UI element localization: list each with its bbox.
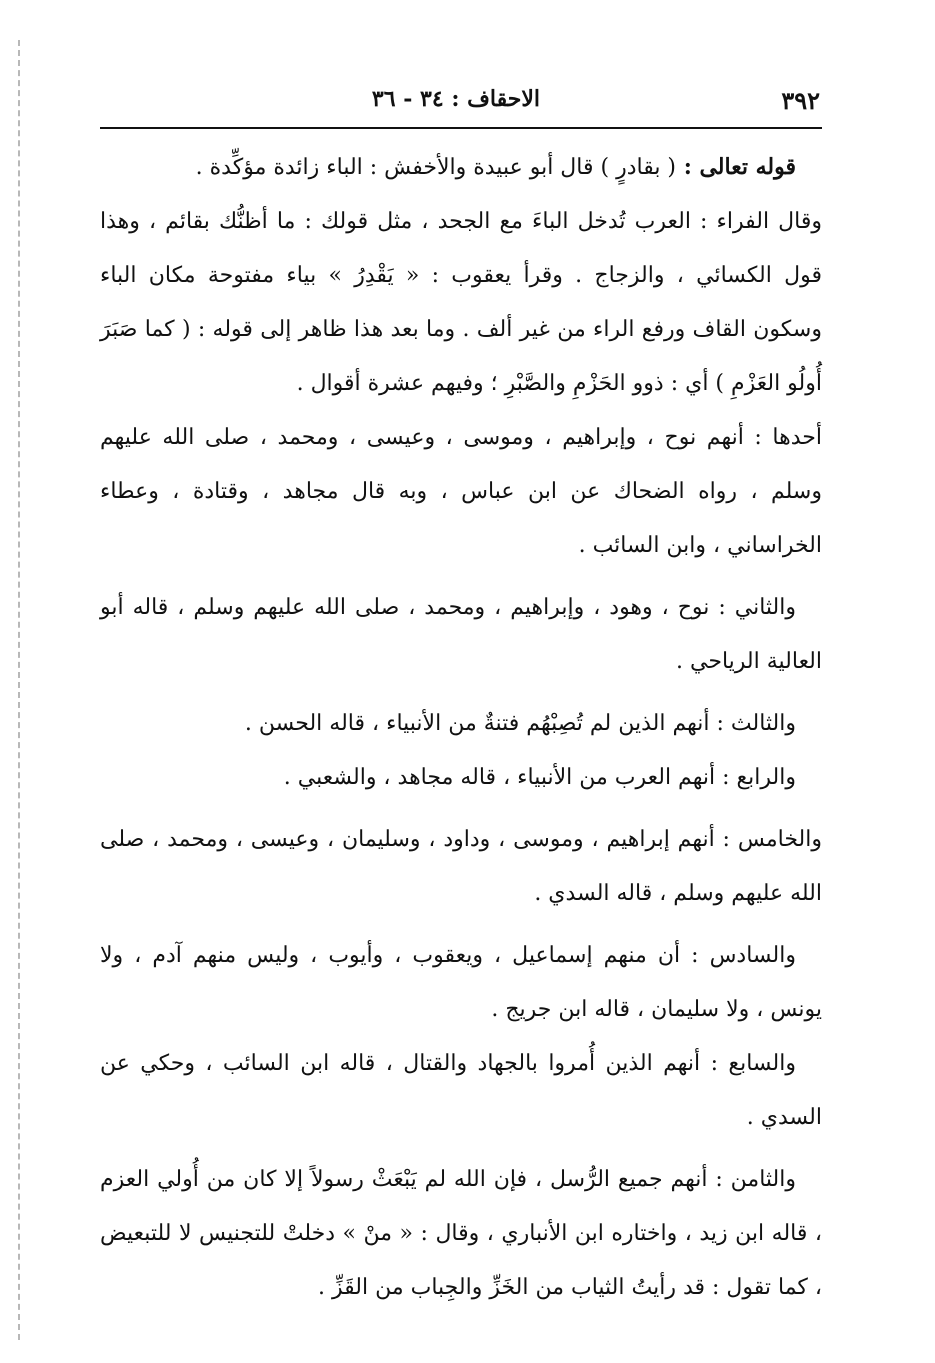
paragraph: والخامس : أنهم إبراهيم ، وموسى ، وداود ، وسليمان ، وعيسى ، ومحمد ، صلى الله عليهم وسلم ، قاله السدي .	[100, 827, 822, 906]
scan-edge-dashes	[18, 40, 20, 1340]
paragraph-text: ( بقادرٍ ) قال أبو عبيدة والأخفش : الباء زائدة مؤكِّدة .	[195, 155, 677, 180]
paragraph: وقال الفراء : العرب تُدخل الباءَ مع الجحد ، مثل قولك : ما أظنُّك بقائم ، وهذا قول الكسائي ، والزجاج . وقرأ يعقوب : « يَقْدِرُ » بياء مفتوحة مكان الباء وسكون القاف ورفع الراء من غير ألف . وما بعد هذا ظاهر إلى قوله : ( كما صَبَرَ أُولُو العَزْمِ ) أي : ذوو الحَزْمِ والصَّبْرِ ؛ وفيهم عشرة أقوال .	[100, 209, 822, 396]
header-rule	[100, 127, 822, 129]
page-header	[100, 82, 820, 122]
running-head: الاحقاف : ٣٤ - ٣٦	[371, 86, 540, 112]
paragraph: والسابع : أنهم الذين أُمروا بالجهاد والقتال ، قاله ابن السائب ، وحكي عن السدي .	[100, 1051, 822, 1130]
paragraph: والثامن : أنهم جميع الرُّسل ، فإن الله لم يَبْعَثْ رسولاً إلا كان من أُولي العزم ، قاله ابن زيد ، واختاره ابن الأنباري ، وقال : « منْ » دخلتْ للتجنيس لا للتبعيض ، كما تقول : قد رأيتُ الثياب من الخَزِّ والجِباب من القَزِّ .	[100, 1167, 822, 1300]
paragraph: أحدها : أنهم نوح ، وإبراهيم ، وموسى ، وعيسى ، ومحمد ، صلى الله عليهم وسلم ، رواه الضحاك عن ابن عباس ، وبه قال مجاهد ، وقتادة ، وعطاء الخراساني ، وابن السائب .	[100, 425, 822, 558]
paragraph	[100, 140, 822, 195]
page-number: ٣٩٢	[781, 86, 820, 115]
paragraph: والرابع : أنهم العرب من الأنبياء ، قاله مجاهد ، والشعبي .	[283, 765, 796, 790]
paragraph: والثالث : أنهم الذين لم تُصِبْهُم فتنةٌ من الأنبياء ، قاله الحسن .	[244, 711, 796, 736]
paragraph: والثاني : نوح ، وهود ، وإبراهيم ، ومحمد ، صلى الله عليهم وسلم ، قاله أبو العالية الرياحي .	[100, 595, 822, 674]
verse-lead: قوله تعالى :	[676, 154, 796, 180]
page-body	[100, 140, 822, 1315]
paragraph: والسادس : أن منهم إسماعيل ، ويعقوب ، وأيوب ، وليس منهم آدم ، ولا يونس ، ولا سليمان ، قاله ابن جريج .	[100, 943, 822, 1022]
